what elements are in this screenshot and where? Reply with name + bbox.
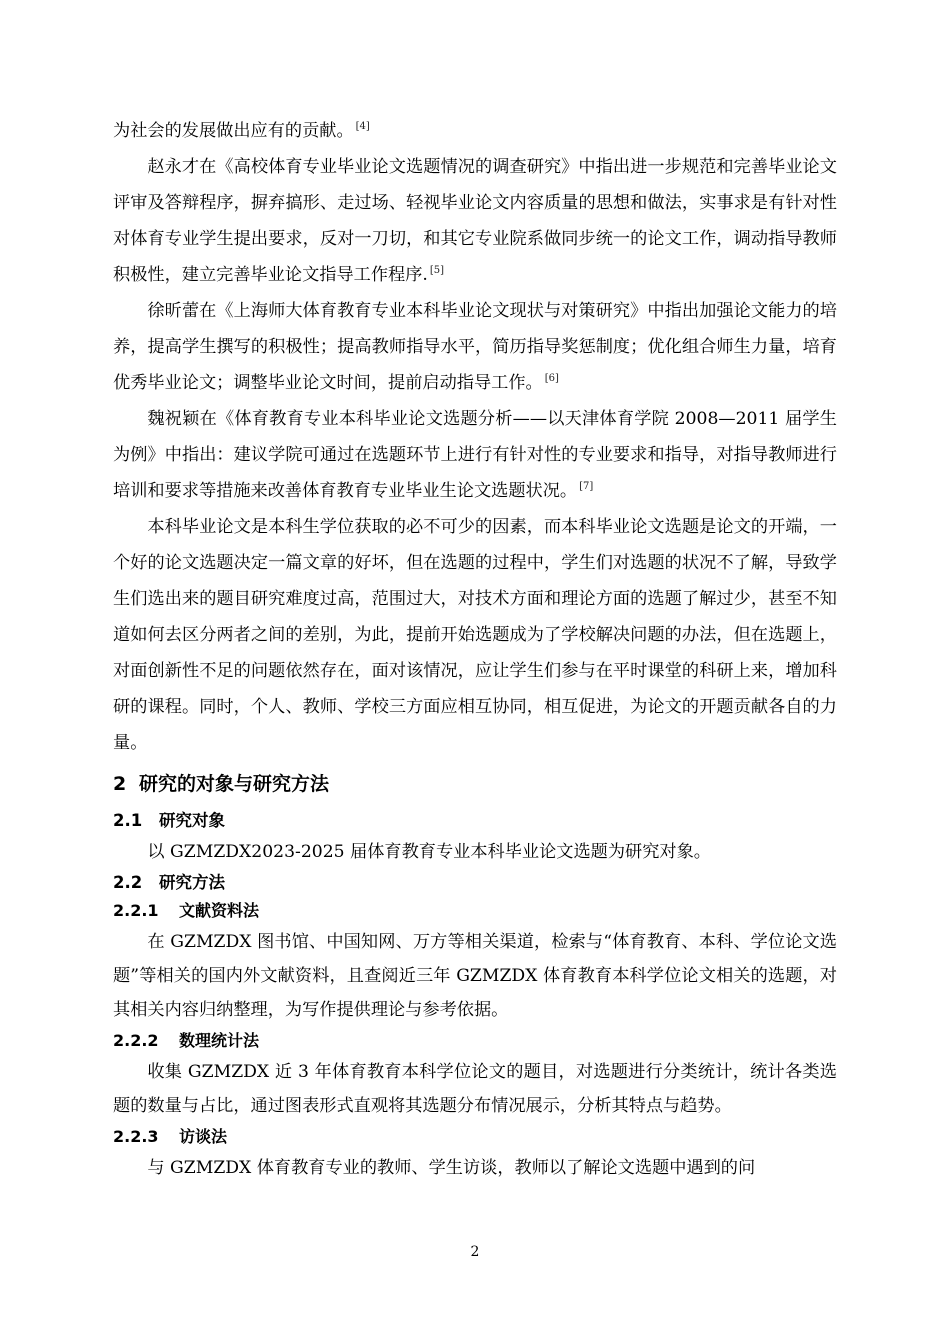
paragraph-continuation [113,113,837,149]
paragraph-literature-method [113,925,837,1027]
paragraph-zhao [113,149,837,293]
paragraph-text: 在 GZMZDX 图书馆、中国知网、万方等相关渠道，检索与“体育教育、本科、学位论文选题”等相关的国内外文献资料，且查阅近三年 GZMZDX 体育教育本科学位论文相关的选题，对其相关内容归纳整理，为写作提供理论与参考依据。 [113,932,837,1020]
paragraph-text: 魏祝颖在《体育教育专业本科毕业论文选题分析——以天津体育学院 2008—2011 届学生为例》中指出：建议学院可通过在选题环节上进行有针对性的专业要求和指导，对指导教师进行培训和要求等措施来改善体育教育专业毕业生论文选题状况。 [113,409,837,501]
paragraph-text: 徐昕蕾在《上海师大体育教育专业本科毕业论文现状与对策研究》中指出加强论文能力的培养，提高学生撰写的积极性；提高教师指导水平，简历指导奖惩制度；优化组合师生力量，培育优秀毕业论文；调整毕业论文时间，提前启动指导工作。 [113,301,837,393]
paragraph-statistics-method [113,1055,837,1123]
paragraph-text: 以 GZMZDX2023-2025 届体育教育专业本科毕业论文选题为研究对象。 [147,842,711,862]
citation-ref: [4] [355,121,370,132]
section-title: 数理统计法 [179,1031,260,1050]
page-body [113,113,837,1185]
section-title: 研究方法 [159,873,225,892]
paragraph-text: 为社会的发展做出应有的贡献。 [113,121,354,141]
section-number: 2.1 [113,811,143,830]
citation-ref: [6] [544,373,559,384]
section-heading-2-2 [113,869,837,897]
section-heading-2-2-3 [113,1123,837,1151]
section-heading-2-2-1 [113,897,837,925]
section-number: 2.2 [113,873,143,892]
paragraph-text: 与 GZMZDX 体育教育专业的教师、学生访谈，教师以了解论文选题中遇到的问 [147,1158,756,1178]
section-title: 访谈法 [179,1127,228,1146]
section-title: 研究的对象与研究方法 [139,773,330,795]
section-heading-2-1 [113,807,837,835]
paragraph-text: 赵永才在《高校体育专业毕业论文选题情况的调查研究》中指出进一步规范和完善毕业论文评审及答辩程序，摒弃搞形、走过场、轻视毕业论文内容质量的思想和做法，实事求是有针对性对体育专业学生提出要求，反对一刀切，和其它专业院系做同步统一的论文工作，调动指导教师积极性，建立完善毕业论文指导工作程序. [113,157,837,285]
paragraph-interview-method [113,1151,837,1185]
citation-ref: [7] [579,481,594,492]
section-number: 2.2.3 [113,1127,159,1146]
paragraph-xu [113,293,837,401]
section-heading-2-2-2 [113,1027,837,1055]
section-number: 2.2.1 [113,901,159,920]
section-title: 研究对象 [159,811,225,830]
section-number: 2 [113,773,127,795]
citation-ref: [5] [429,265,445,276]
section-number: 2.2.2 [113,1031,159,1050]
paragraph-research-object [113,835,837,869]
section-heading-2 [113,767,837,801]
paragraph-wei [113,401,837,509]
paragraph-text: 收集 GZMZDX 近 3 年体育教育本科学位论文的题目，对选题进行分类统计，统计各类选题的数量与占比，通过图表形式直观将其选题分布情况展示，分析其特点与趋势。 [113,1062,837,1116]
section-title: 文献资料法 [179,901,260,920]
paragraph-summary [113,509,837,761]
page-number: 2 [470,1244,480,1260]
paragraph-text: 本科毕业论文是本科生学位获取的必不可少的因素，而本科毕业论文选题是论文的开端，一个好的论文选题决定一篇文章的好坏，但在选题的过程中，学生们对选题的状况不了解，导致学生们选出来的题目研究难度过高，范围过大，对技术方面和理论方面的选题了解过少，甚至不知道如何去区分两者之间的差别，为此，提前开始选题成为了学校解决问题的办法，但在选题上，对面创新性不足的问题依然存在，面对该情况，应让学生们参与在平时课堂的科研上来，增加科研的课程。同时，个人、教师、学校三方面应相互协同，相互促进，为论文的开题贡献各自的力量。 [113,517,837,753]
